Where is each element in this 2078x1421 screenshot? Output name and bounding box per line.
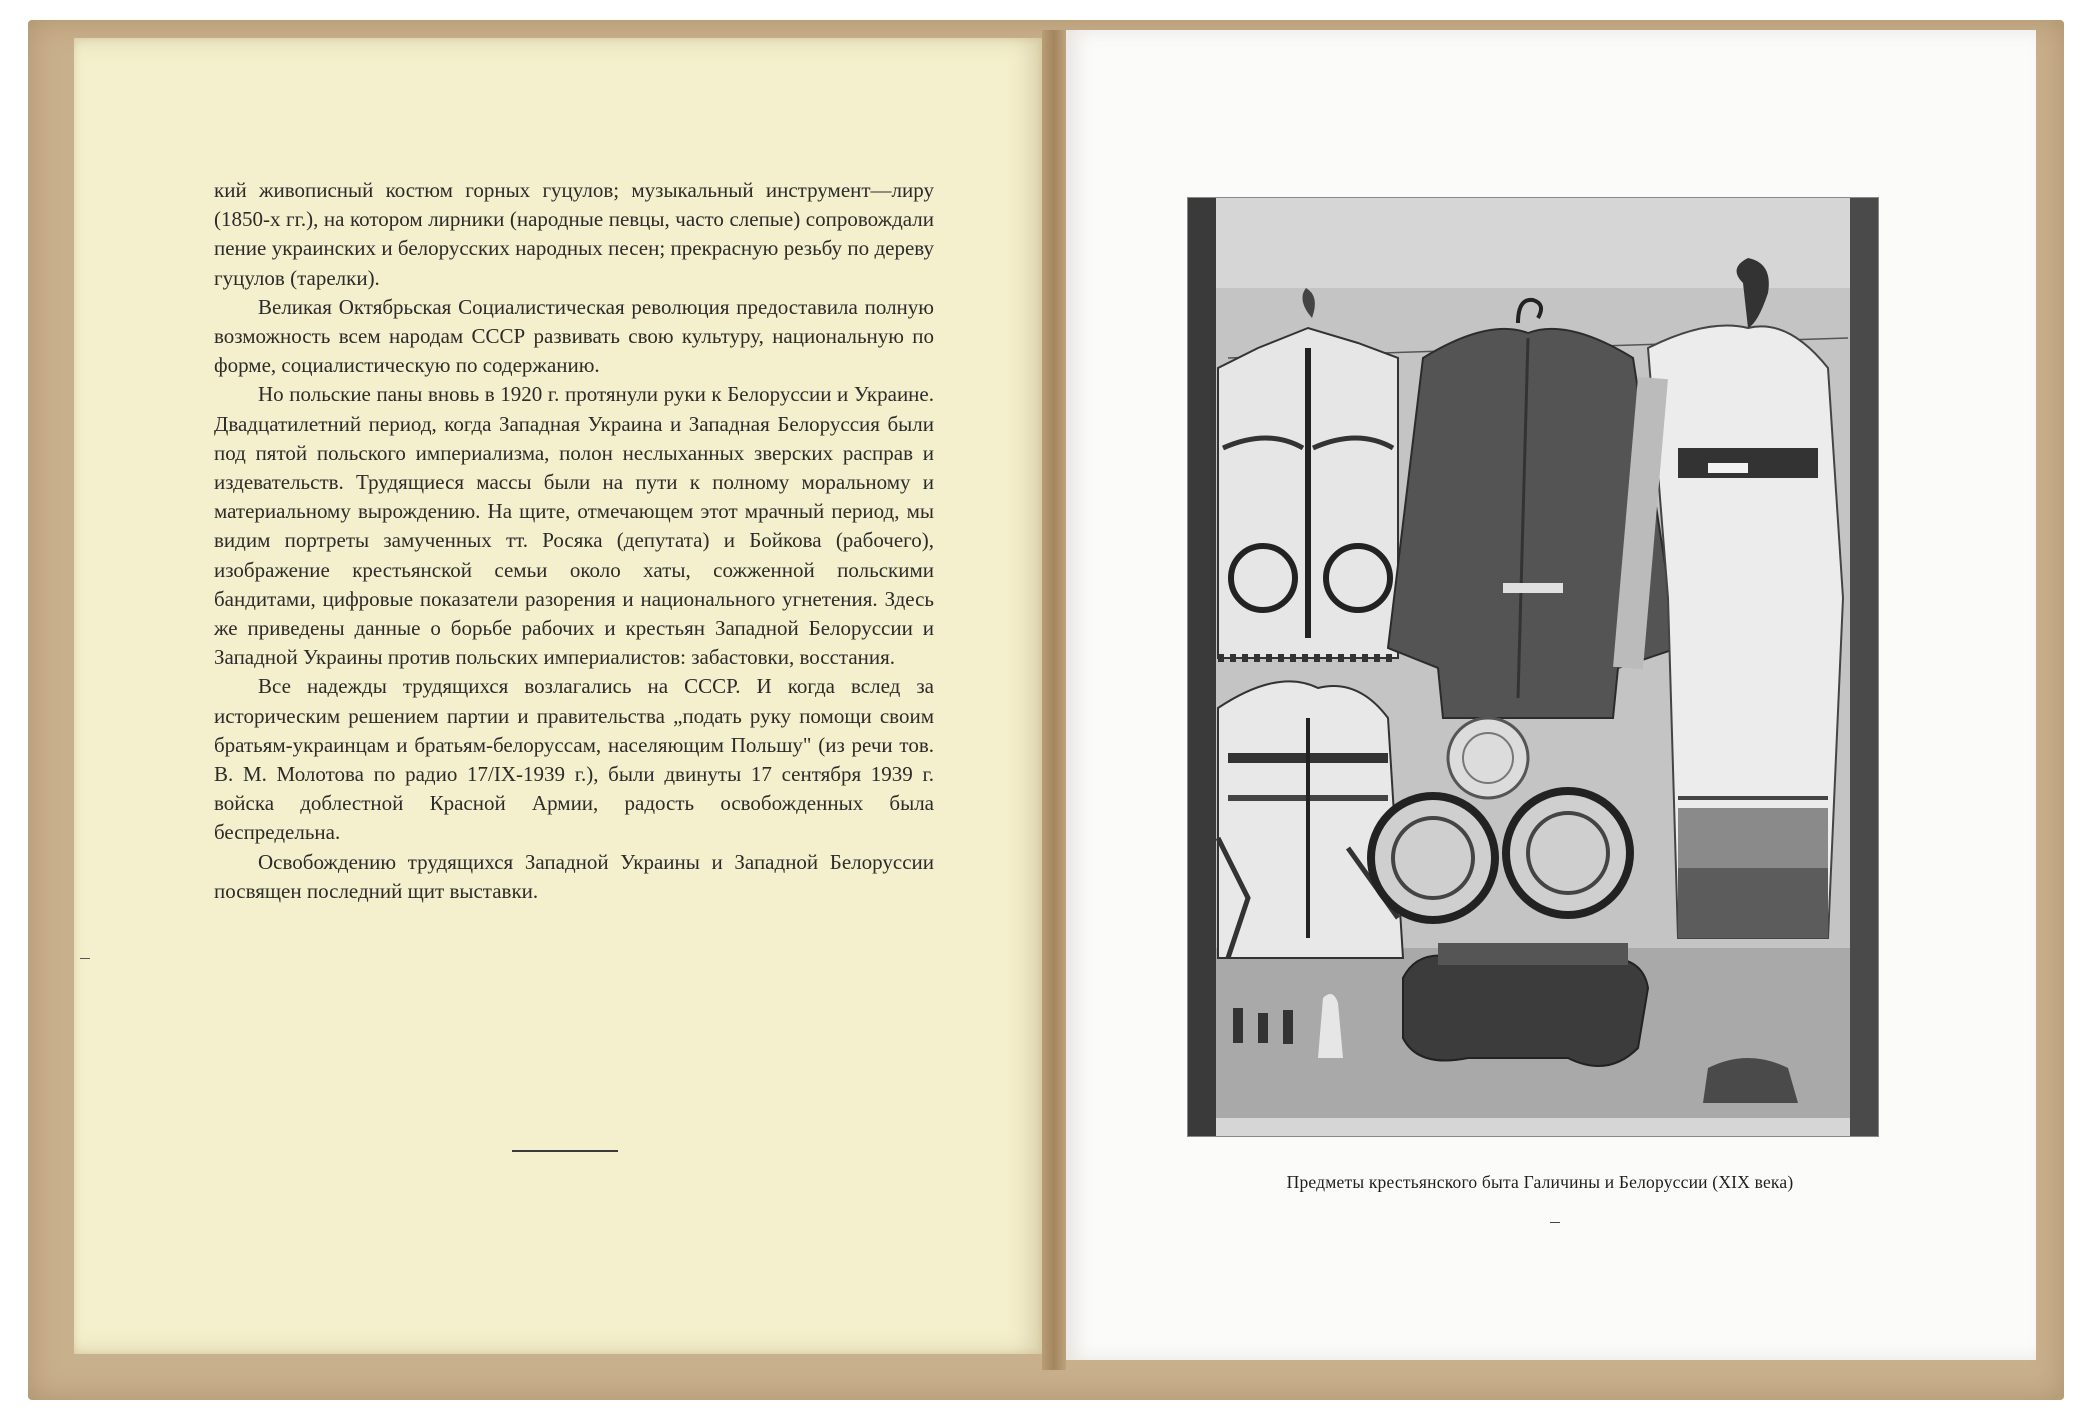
paragraph-4: Все надежды трудящихся возлагались на СССР. И когда вслед за историческим решением партии и правительства „подать руку помощи своим братьям-украинцам и братьям-белоруссам, населяющим Польшу" (из речи тов. В. М. Молотова по радио 17/IX-1939 г.), были двинуты 17 сентября 1939 г. войска доблестной Красной Армии, радость освобожденных была беспредельна. <box>214 674 934 845</box>
paragraph-5: Освобождению трудящихся Западной Украины и Западной Белоруссии посвящен последний щит выставки. <box>214 849 934 903</box>
embroidered-shirt <box>1218 681 1403 958</box>
margin-mark <box>80 958 90 959</box>
end-rule <box>512 1150 618 1152</box>
exhibit-photograph <box>1188 198 1878 1136</box>
caption-dash <box>1550 1222 1560 1223</box>
left-page-text <box>214 176 934 906</box>
photo-illustration <box>1188 198 1878 1136</box>
paragraph-1: кий живописный костюм горных гуцулов; музыкальный инструмент—лиру (1850-х гг.), на котором лирники (народные певцы, часто слепые) сопровождали пение украинских и белорусских народных песен; прекрасную резьбу по дереву гуцулов (тарелки). <box>214 178 934 290</box>
paragraph-2: Великая Октябрьская Социалистическая революция предоставила полную возможность всем народам СССР развивать свою культуру, национальную по форме, социалистическую по содержанию. <box>214 294 934 378</box>
lira-instrument <box>1403 943 1648 1066</box>
photo-caption: Предметы крестьянского быта Галичины и Белоруссии (XIX века) <box>1286 1172 1794 1192</box>
spine-gutter <box>1042 30 1066 1370</box>
paragraph-3: Но польские паны вновь в 1920 г. протянули руки к Белоруссии и Украине. Двадцатилетний период, когда Западная Украина и Западная Белоруссия были под пятой польского империализма, полон неслыханных зверских расправ и издевательств. Трудящиеся массы были на пути к полному моральному и материальному вырождению. На щите, отмечающем этот мрачный период, мы видим портреты замученных тт. Росяка (депутата) и Бойкова (рабочего), изображение крестьянской семьи около хаты, сожженной польскими бандитами, цифровые показатели разорения и национального угнетения. Здесь же приведены данные о борьбе рабочих и крестьян Западной Белоруссии и Западной Украины против польских империалистов: забастовки, восстания. <box>214 382 934 670</box>
